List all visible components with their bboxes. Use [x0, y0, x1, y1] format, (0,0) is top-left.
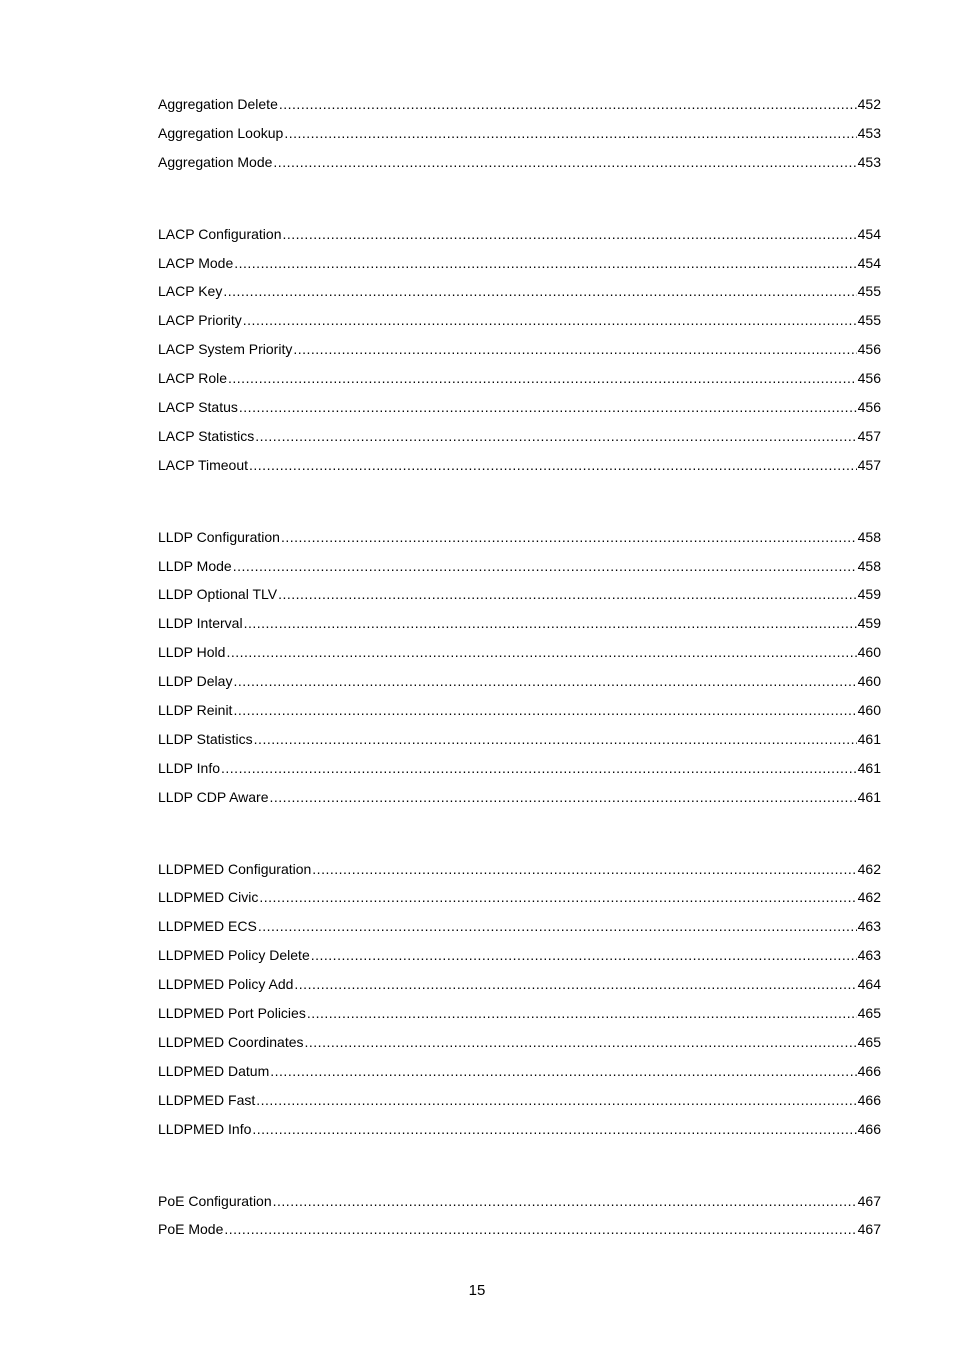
toc-entry-page: 453 — [857, 124, 881, 141]
toc-entry-page: 463 — [857, 918, 881, 935]
toc-entry-page: 465 — [857, 1005, 881, 1022]
dot-leader — [223, 280, 856, 302]
toc-entry-title: LLDP Info — [158, 759, 221, 776]
toc-entry[interactable] — [158, 1002, 881, 1031]
toc-entry-title: PoE Mode — [158, 1221, 224, 1238]
toc-entry-title: LACP Mode — [158, 254, 234, 271]
toc-entry[interactable] — [158, 367, 881, 396]
toc-entry[interactable] — [158, 396, 881, 425]
toc-entry-title: Aggregation Lookup — [158, 124, 284, 141]
toc-entry[interactable] — [158, 757, 881, 786]
dot-leader — [256, 1089, 856, 1111]
dot-leader — [279, 93, 857, 115]
toc-entry[interactable] — [158, 338, 881, 367]
toc-entry-page: 461 — [857, 730, 881, 747]
toc-entry-title: Aggregation Delete — [158, 96, 278, 112]
toc-entry-title: LLDPMED Fast — [158, 1091, 256, 1108]
toc-entry[interactable] — [158, 252, 881, 281]
toc-entry-page: 453 — [857, 153, 881, 170]
toc-entry-title: LLDPMED Coordinates — [158, 1033, 304, 1050]
toc-entry-page: 456 — [857, 341, 881, 358]
toc-entry-title: LLDPMED Civic — [158, 889, 259, 906]
toc-entry[interactable] — [158, 1060, 881, 1089]
dot-leader — [239, 396, 857, 418]
dot-leader — [255, 425, 856, 447]
toc-group — [158, 526, 881, 815]
dot-leader — [294, 973, 856, 995]
dot-leader — [270, 1060, 856, 1082]
toc-entry-page: 456 — [857, 370, 881, 387]
toc-entry[interactable] — [158, 555, 881, 584]
toc-entry-title: LLDP Mode — [158, 557, 232, 574]
dot-leader — [234, 252, 856, 274]
dot-leader — [228, 367, 857, 389]
toc-entry-page: 452 — [857, 96, 881, 112]
dot-leader — [233, 699, 856, 721]
toc-entry-page: 460 — [857, 644, 881, 661]
toc-entry-page: 458 — [857, 557, 881, 574]
toc-entry[interactable] — [158, 93, 881, 122]
toc-entry-page: 455 — [857, 312, 881, 329]
toc-entry[interactable] — [158, 583, 881, 612]
toc-entry[interactable] — [158, 699, 881, 728]
toc-entry-title: LLDP Optional TLV — [158, 586, 278, 603]
toc-entry-title: LLDPMED Datum — [158, 1062, 270, 1079]
toc-entry-title: LLDP Reinit — [158, 702, 233, 719]
toc-entry-title: PoE Configuration — [158, 1192, 272, 1209]
toc-entry-page: 465 — [857, 1033, 881, 1050]
dot-leader — [312, 858, 856, 880]
dot-leader — [305, 1031, 857, 1053]
toc-entry-page: 460 — [857, 673, 881, 690]
toc-entry-page: 466 — [857, 1062, 881, 1079]
toc-entry-page: 467 — [857, 1221, 881, 1238]
toc-entry-page: 461 — [857, 759, 881, 776]
toc-entry-page: 457 — [857, 456, 881, 473]
toc-entry-title: LLDP Interval — [158, 615, 243, 632]
toc-entry-title: LLDPMED Configuration — [158, 860, 312, 877]
toc-entry-page: 467 — [857, 1192, 881, 1209]
dot-leader — [252, 1118, 856, 1140]
toc-entry-title: LLDPMED Policy Delete — [158, 947, 310, 964]
toc-entry-title: LACP Priority — [158, 312, 242, 329]
toc-entry[interactable] — [158, 1190, 881, 1219]
toc-entry[interactable] — [158, 526, 881, 555]
dot-leader — [259, 886, 856, 908]
dot-leader — [226, 641, 856, 663]
toc-entry-title: LACP Key — [158, 283, 223, 300]
toc-group — [158, 223, 881, 483]
toc-entry-page: 462 — [857, 860, 881, 877]
toc-entry[interactable] — [158, 454, 881, 483]
dot-leader — [233, 555, 857, 577]
toc-entry-title: LLDP CDP Aware — [158, 788, 269, 805]
toc-entry[interactable] — [158, 223, 881, 252]
toc-entry[interactable] — [158, 1089, 881, 1118]
toc-entry[interactable] — [158, 728, 881, 757]
toc-group — [158, 1190, 881, 1248]
dot-leader — [221, 757, 857, 779]
toc-entry-title: LACP System Priority — [158, 341, 293, 358]
toc-entry-title: LLDP Configuration — [158, 528, 280, 545]
toc-entry[interactable] — [158, 641, 881, 670]
dot-leader — [258, 915, 857, 937]
toc-entry-page: 463 — [857, 947, 881, 964]
toc-entry-page: 464 — [857, 976, 881, 993]
toc-entry-page: 456 — [857, 399, 881, 416]
toc-entry-title: LACP Statistics — [158, 427, 255, 444]
toc-entry-title: LLDP Hold — [158, 644, 226, 661]
toc-entry-title: LLDPMED ECS — [158, 918, 257, 935]
toc-entry[interactable] — [158, 886, 881, 915]
dot-leader — [293, 338, 856, 360]
toc-entry[interactable] — [158, 425, 881, 454]
toc-entry[interactable] — [158, 1118, 881, 1147]
toc-entry[interactable] — [158, 858, 881, 887]
toc-entry[interactable] — [158, 612, 881, 641]
table-of-contents — [158, 93, 881, 1247]
dot-leader — [244, 612, 857, 634]
toc-entry-title: LLDP Statistics — [158, 730, 253, 747]
toc-group — [158, 93, 881, 180]
toc-entry[interactable] — [158, 280, 881, 309]
toc-entry[interactable] — [158, 915, 881, 944]
toc-entry-page: 466 — [857, 1091, 881, 1108]
toc-entry[interactable] — [158, 122, 881, 151]
toc-entry[interactable] — [158, 786, 881, 815]
toc-entry-page: 458 — [857, 528, 881, 545]
toc-entry[interactable] — [158, 151, 881, 180]
toc-entry-title: LACP Configuration — [158, 225, 282, 242]
toc-entry[interactable] — [158, 973, 881, 1002]
dot-leader — [282, 223, 856, 245]
dot-leader — [243, 309, 857, 331]
toc-entry[interactable] — [158, 1031, 881, 1060]
toc-entry-page: 455 — [857, 283, 881, 300]
dot-leader — [284, 122, 856, 144]
page-number: 15 — [468, 1282, 486, 1299]
toc-entry-page: 454 — [857, 225, 881, 242]
dot-leader — [273, 151, 856, 173]
toc-group — [158, 858, 881, 1147]
dot-leader — [233, 670, 856, 692]
dot-leader — [270, 786, 857, 808]
toc-entry-page: 461 — [857, 788, 881, 805]
dot-leader — [273, 1190, 857, 1212]
toc-entry[interactable] — [158, 670, 881, 699]
toc-entry-title: LLDP Delay — [158, 673, 233, 690]
toc-entry-title: LLDPMED Info — [158, 1120, 252, 1137]
dot-leader — [307, 1002, 857, 1024]
toc-entry-page: 460 — [857, 702, 881, 719]
toc-entry-page: 459 — [857, 615, 881, 632]
dot-leader — [249, 454, 857, 476]
dot-leader — [224, 1218, 856, 1240]
toc-entry-title: Aggregation Mode — [158, 153, 273, 170]
dot-leader — [254, 728, 857, 750]
toc-entry[interactable] — [158, 944, 881, 973]
toc-entry-page: 462 — [857, 889, 881, 906]
toc-entry-page: 457 — [857, 427, 881, 444]
toc-entry-page: 454 — [857, 254, 881, 271]
toc-entry-page: 459 — [857, 586, 881, 603]
toc-entry-title: LACP Timeout — [158, 456, 249, 473]
toc-entry-title: LLDPMED Port Policies — [158, 1005, 306, 1022]
toc-entry-title: LACP Role — [158, 370, 228, 387]
dot-leader — [311, 944, 857, 966]
toc-entry-title: LLDPMED Policy Add — [158, 976, 294, 993]
dot-leader — [281, 526, 857, 548]
toc-entry-page: 466 — [857, 1120, 881, 1137]
toc-entry[interactable] — [158, 1218, 881, 1247]
dot-leader — [278, 583, 857, 605]
toc-entry-title: LACP Status — [158, 399, 238, 416]
toc-entry[interactable] — [158, 309, 881, 338]
